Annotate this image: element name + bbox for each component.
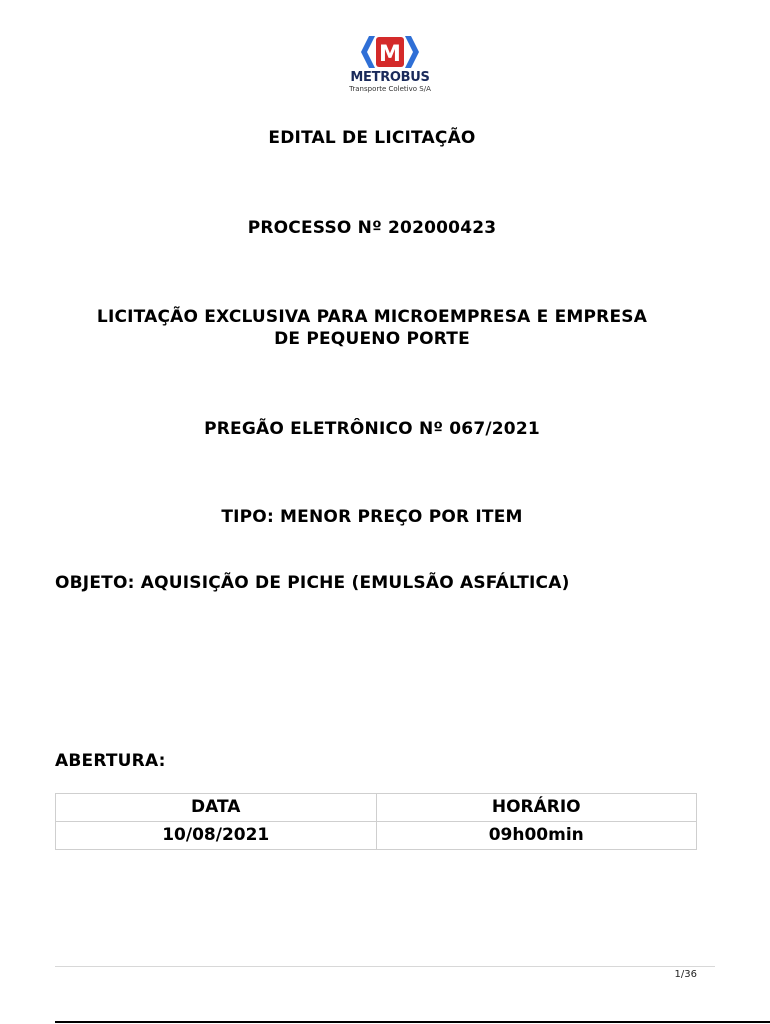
date-value: 10/08/2021 xyxy=(56,822,377,850)
logo-letter: M xyxy=(379,42,401,67)
bid-object: OBJETO: AQUISIÇÃO DE PICHE (EMULSÃO ASFÁLTICA) xyxy=(55,573,570,593)
process-number: PROCESSO Nº 202000423 xyxy=(247,218,497,238)
metrobus-emblem-icon xyxy=(339,34,441,70)
exclusivity-line-2: DE PEQUENO PORTE xyxy=(274,329,470,349)
exclusivity-line-1: LICITAÇÃO EXCLUSIVA PARA MICROEMPRESA E EMPRESA xyxy=(96,307,648,327)
logo-tagline: Transporte Coletivo S/A xyxy=(349,85,431,93)
document-title: EDITAL DE LICITAÇÃO xyxy=(268,128,476,148)
time-value: 09h00min xyxy=(376,822,697,850)
date-header: DATA xyxy=(56,794,377,822)
page-bottom-border xyxy=(55,1021,770,1023)
metrobus-logo xyxy=(339,34,441,96)
table-header-row xyxy=(56,794,697,822)
logo-name: METROBUS xyxy=(350,70,430,85)
bid-type: TIPO: MENOR PREÇO POR ITEM xyxy=(221,507,523,527)
opening-schedule-table xyxy=(55,793,697,850)
auction-number: PREGÃO ELETRÔNICO Nº 067/2021 xyxy=(204,419,540,439)
page-number: 1/36 xyxy=(674,969,697,980)
footer-divider xyxy=(55,966,715,967)
opening-label: ABERTURA: xyxy=(55,751,166,771)
table-row xyxy=(56,822,697,850)
time-header: HORÁRIO xyxy=(376,794,697,822)
